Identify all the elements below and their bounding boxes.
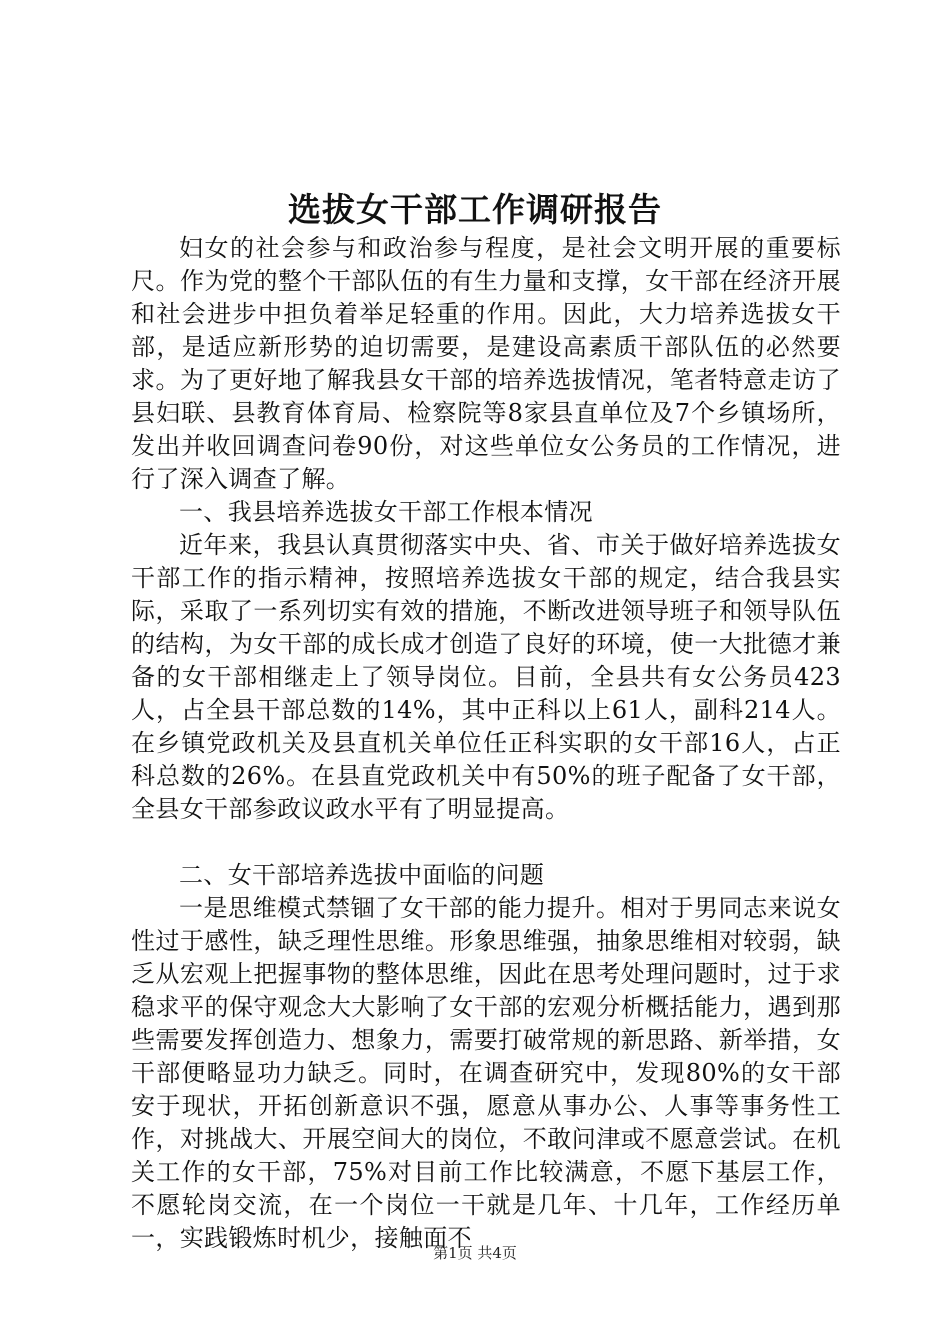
section-1-paragraph: 近年来，我县认真贯彻落实中央、省、市关于做好培养选拔女干部工作的指示精神，按照培养选拔女干部的规定，结合我县实际，采取了一系列切实有效的措施，不断改进领导班子和领导队伍的结构，为女干部的成长成才创造了良好的环境，使一大批德才兼备的女干部相继走上了领导岗位。目前，全县共有女公务员423人，占全县干部总数的14%，其中正科以上61人，副科214人。在乡镇党政机关及县直机关单位任正科实职的女干部16人，占正科总数的26%。在县直党政机关中有50%的班子配备了女干部，全县女干部参政议政水平有了明显提高。: [131, 531, 841, 823]
page-number-footer: 第1页 共4页: [433, 1244, 517, 1262]
intro-paragraph: 妇女的社会参与和政治参与程度，是社会文明开展的重要标尺。作为党的整个干部队伍的有生力量和支撑，女干部在经济开展和社会进步中担负着举足轻重的作用。因此，大力培养选拔女干部，是适应新形势的迫切需要，是建设高素质干部队伍的必然要求。为了更好地了解我县女干部的培养选拔情况，笔者特意走访了县妇联、县教育体育局、检察院等8家县直单位及7个乡镇场所，发出并收回调查问卷90份，对这些单位女公务员的工作情况，进行了深入调查了解。: [131, 234, 841, 493]
document-title: 选拔女干部工作调研报告: [288, 190, 662, 229]
section-1-heading: 一、我县培养选拔女干部工作根本情况: [179, 498, 593, 526]
paragraph-spacer: [131, 826, 841, 859]
section-2-paragraph: 一是思维模式禁锢了女干部的能力提升。相对于男同志来说女性过于感性，缺乏理性思维。形象思维强，抽象思维相对较弱，缺乏从宏观上把握事物的整体思维，因此在思考处理问题时，过于求稳求平的保守观念大大影响了女干部的宏观分析概括能力，遇到那些需要发挥创造力、想象力，需要打破常规的新思路、新举措，女干部便略显功力缺乏。同时，在调查研究中，发现80%的女干部安于现状，开拓创新意识不强，愿意从事办公、人事等事务性工作，对挑战大、开展空间大的岗位，不敢问津或不愿意尝试。在机关工作的女干部，75%对目前工作比较满意，不愿下基层工作，不愿轮岗交流，在一个岗位一干就是几年、十几年，工作经历单一，实践锻炼时机少，接触面不: [131, 894, 841, 1252]
document-body: [131, 232, 841, 1255]
section-2-heading: 二、女干部培养选拔中面临的问题: [179, 861, 545, 889]
